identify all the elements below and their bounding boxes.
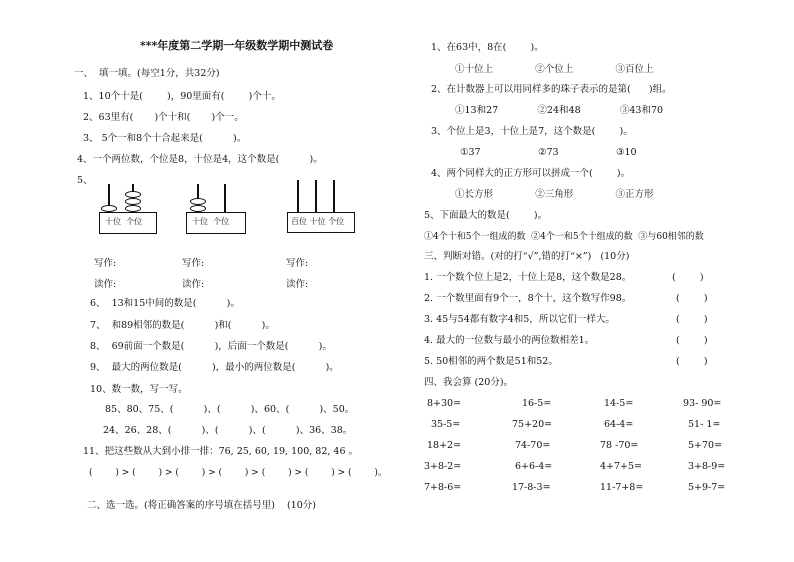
abacus-1-write: 写作:	[94, 258, 117, 269]
calc-item: 93- 90=	[683, 398, 722, 409]
judge-4-bracket: ( )	[676, 335, 708, 346]
abacus-1-read: 读作:	[94, 279, 117, 290]
choice-3-options: ①37 ②73 ③10	[460, 147, 637, 158]
abacus-3	[287, 178, 359, 235]
abacus-2	[186, 180, 248, 235]
section-2-heading: 二、选一选。(将正确答案的序号填在括号里) (10分)	[87, 500, 316, 511]
question-11: 11、把这些数从大到小排一排：76, 25, 60, 19, 100, 82, 46 。	[83, 446, 359, 457]
abacus-rod	[333, 180, 335, 212]
calc-item: 5+9-7=	[688, 482, 726, 493]
question-2: 2、63里有( )个十和( )个一。	[83, 112, 244, 123]
abacus-rod	[297, 180, 299, 212]
choice-1: 1、在63中，8在( )。	[431, 42, 544, 53]
page-title: ***年度第二学期一年级数学期中测试卷	[140, 39, 334, 52]
choice-3: 3、个位上是3，十位上是7，这个数是( )。	[431, 126, 633, 137]
calc-item: 8+30=	[427, 398, 462, 409]
abacus-bead	[125, 198, 141, 205]
judge-1: 1. 一个数个位上是2，十位上是8，这个数是28。	[424, 272, 632, 283]
abacus-3-read: 读作:	[286, 279, 309, 290]
question-10-row-1: 85、80、75、( )、( )、60、( )、50。	[105, 404, 355, 415]
abacus-bead	[190, 198, 206, 205]
calc-item: 7+8-6=	[424, 482, 462, 493]
section-3-heading: 三、判断对错。(对的打“√”,错的打“×”) (10分)	[424, 251, 630, 262]
abacus-1	[99, 180, 159, 235]
abacus-base	[186, 212, 246, 234]
abacus-place-label: 十位 个位	[105, 217, 143, 226]
judge-5-bracket: ( )	[676, 356, 708, 367]
calc-item: 17-8-3=	[512, 482, 551, 493]
abacus-2-read: 读作:	[182, 279, 205, 290]
question-4: 4、一个两位数，个位是8，十位是4，这个数是( )。	[77, 154, 323, 165]
section-1-heading: 一、 填一填。(每空1分，共32分)	[74, 68, 220, 79]
question-10: 10、数一数，写一写。	[90, 384, 188, 395]
calc-item: 64-4=	[604, 419, 634, 430]
calc-item: 35-5=	[431, 419, 461, 430]
judge-3-bracket: ( )	[676, 314, 708, 325]
section-4-heading: 四、我会算 (20分)。	[424, 377, 514, 388]
question-11-answer: ( ) > ( ) > ( ) > ( ) > ( ) > ( ) > ( )。	[89, 468, 387, 478]
calc-item: 14-5=	[604, 398, 634, 409]
judge-5: 5. 50相邻的两个数是51和52。	[424, 356, 558, 367]
calc-item: 51- 1=	[688, 419, 721, 430]
abacus-3-write: 写作:	[286, 258, 309, 269]
judge-4: 4. 最大的一位数与最小的两位数相差1。	[424, 335, 595, 346]
abacus-bead	[125, 191, 141, 198]
abacus-base	[287, 212, 355, 233]
abacus-base	[99, 212, 157, 234]
calc-item: 3+8-9=	[688, 461, 726, 472]
judge-1-bracket: ( )	[672, 272, 704, 283]
judge-2: 2. 一个数里面有9个一，8个十，这个数写作98。	[424, 293, 632, 304]
abacus-bead	[101, 205, 117, 212]
question-5: 5、	[77, 175, 93, 186]
choice-4-options: ①长方形 ②三角形 ③正方形	[455, 189, 654, 200]
question-3: 3、 5个一和8个十合起来是( )。	[83, 133, 247, 144]
choice-2-options: ①13和27 ②24和48 ③43和70	[455, 105, 664, 116]
choice-5-options: ①4个十和5个一组成的数 ②4个一和5个十组成的数 ③与60相邻的数	[424, 232, 704, 242]
calc-item: 3+8-2=	[424, 461, 462, 472]
abacus-bead	[190, 205, 206, 212]
choice-2: 2、在计数器上可以用同样多的珠子表示的是第( )组。	[431, 84, 672, 95]
question-9: 9、 最大的两位数是( )，最小的两位数是( )。	[90, 362, 339, 373]
choice-4: 4、两个同样大的正方形可以拼成一个( )。	[431, 168, 631, 179]
question-1: 1、10个十是( )，90里面有( )个十。	[83, 91, 281, 102]
calc-item: 75+20=	[512, 419, 553, 430]
calc-item: 11-7+8=	[600, 482, 644, 493]
judge-2-bracket: ( )	[676, 293, 708, 304]
abacus-rod	[315, 180, 317, 212]
calc-item: 4+7+5=	[600, 461, 643, 472]
abacus-place-label: 十位 个位	[192, 217, 230, 226]
judge-3: 3. 45与54都有数字4和5，所以它们一样大。	[424, 314, 615, 325]
calc-item: 5+70=	[688, 440, 723, 451]
question-10-row-2: 24、26、28、( )、( )、( )、36、38。	[103, 425, 353, 436]
calc-item: 16-5=	[522, 398, 552, 409]
choice-1-options: ①十位上 ②个位上 ③百位上	[455, 64, 654, 75]
question-6: 6、 13和15中间的数是( )。	[90, 298, 240, 309]
calc-item: 78 -70=	[600, 440, 639, 451]
calc-item: 18+2=	[427, 440, 462, 451]
question-8: 8、 69前面一个数是( )，后面一个数是( )。	[90, 341, 332, 352]
abacus-2-write: 写作:	[182, 258, 205, 269]
abacus-rod	[224, 184, 226, 212]
abacus-bead	[125, 205, 141, 212]
calc-item: 74-70=	[515, 440, 551, 451]
calc-item: 6+6-4=	[515, 461, 553, 472]
abacus-place-label: 百位 十位 个位	[291, 217, 345, 226]
question-7: 7、 和89相邻的数是( )和( )。	[90, 320, 275, 331]
choice-5: 5、下面最大的数是( )。	[424, 210, 548, 221]
